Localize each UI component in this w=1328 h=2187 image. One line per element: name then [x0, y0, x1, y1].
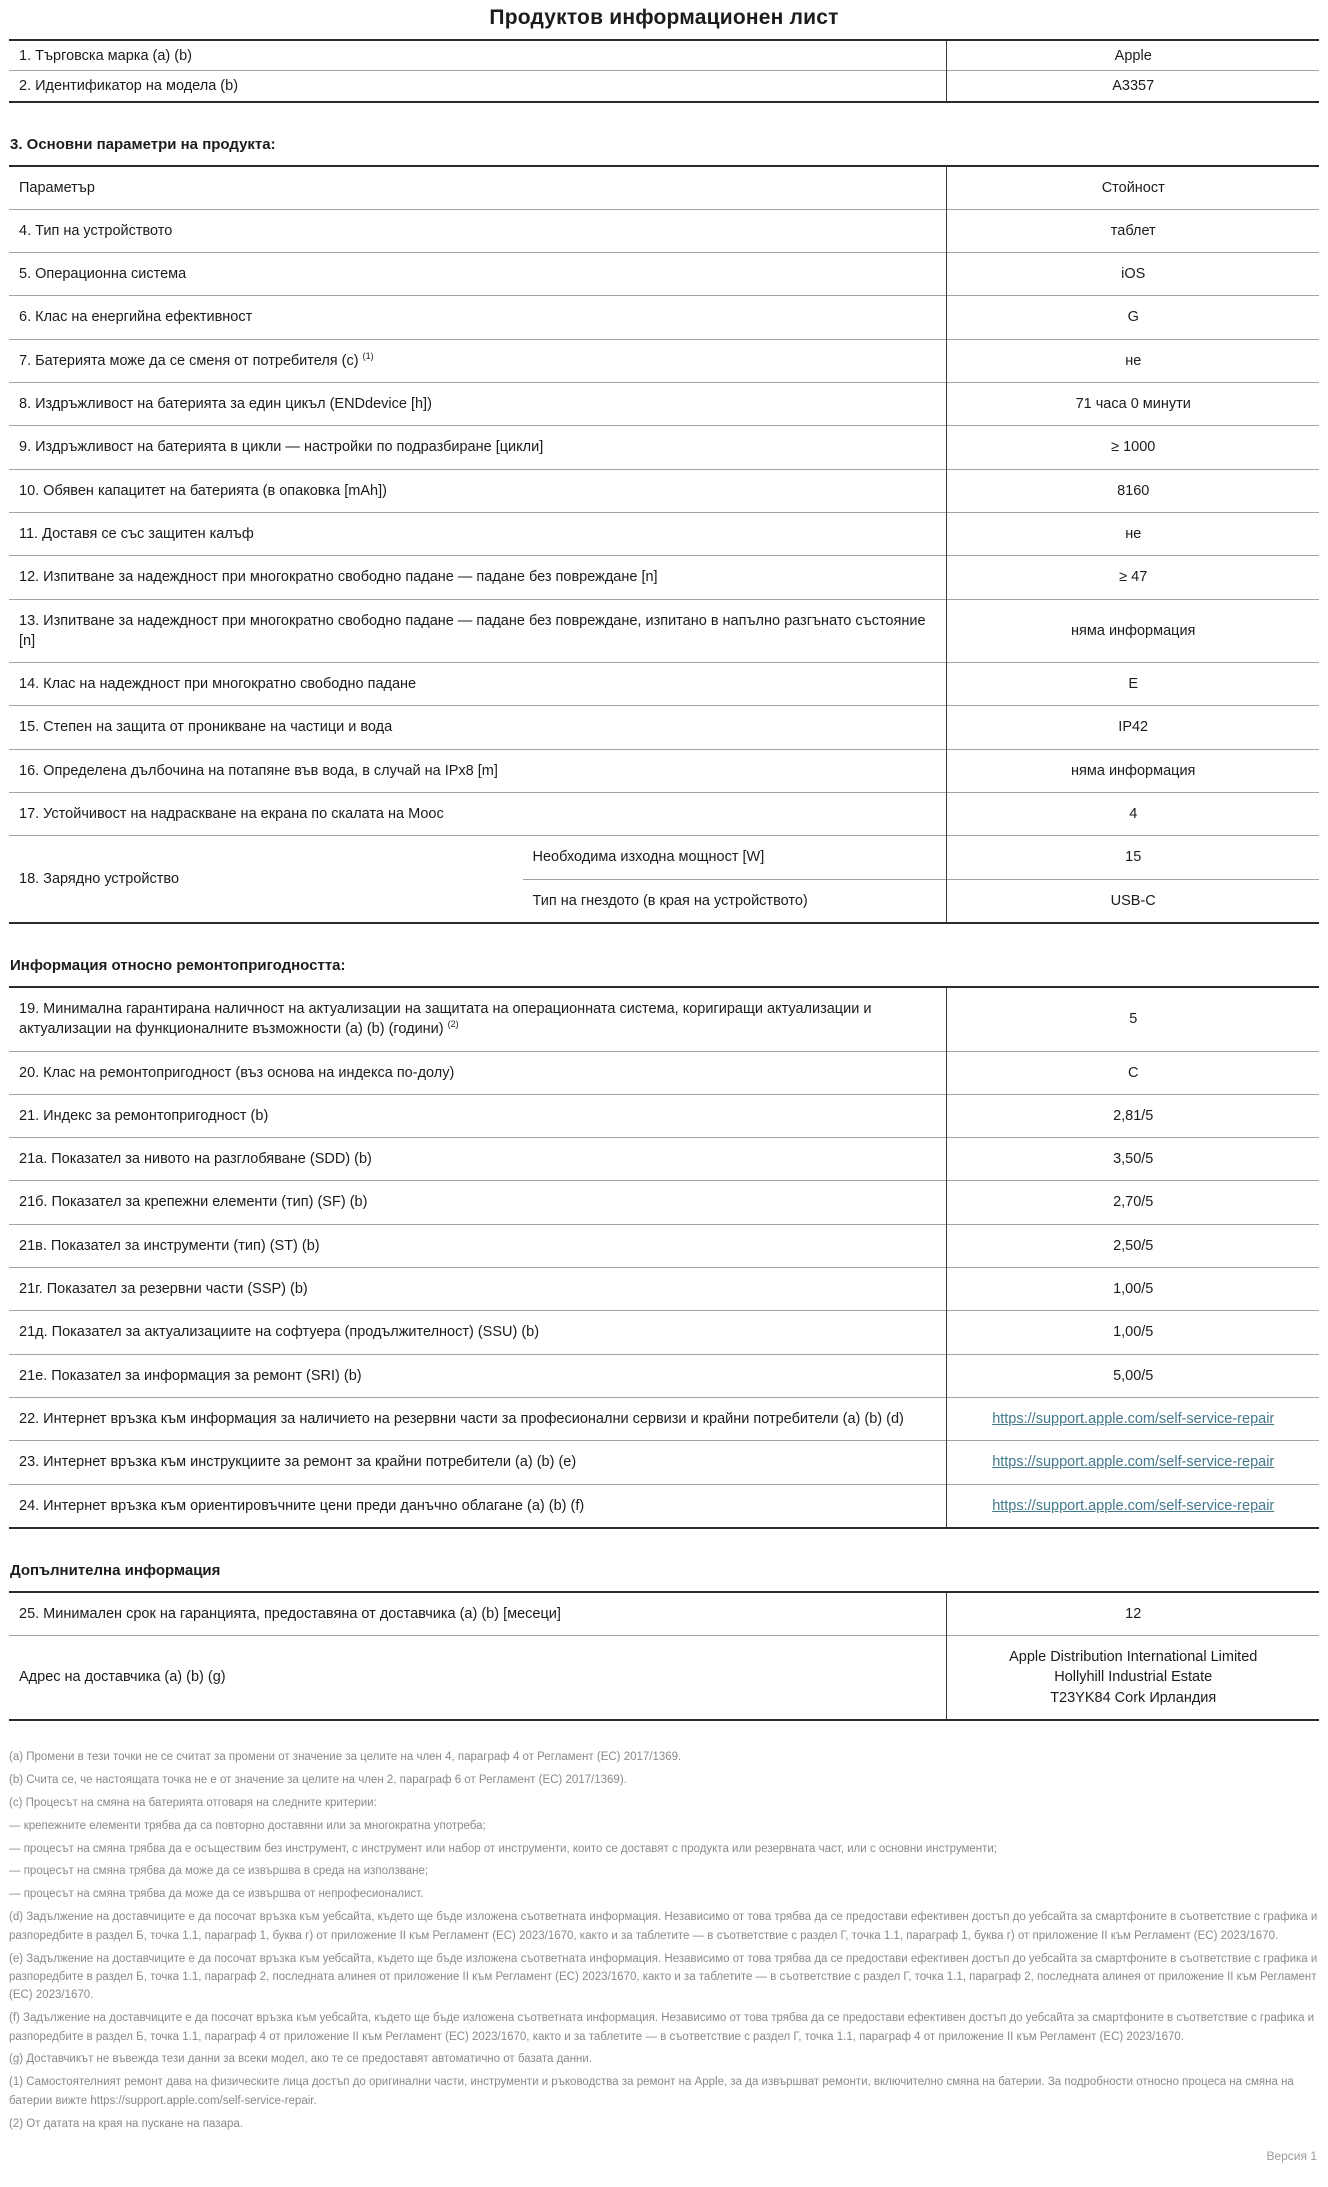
footnote: (c) Процесът на смяна на батерията отговаря на следните критерии:: [9, 1796, 377, 1809]
footnote: (d) Задължение на доставчиците е да посочат връзка към уебсайта, където ще бъде изложена съответната информация. Независимо от това трябва да се предостави ефективен достъп до уебсайта за смартфоните в съответствие с графика и разпоредбите в раздел Б, точка 1.1, параграф 1, буква г) от приложение II към Регламент (ЕС) 2023/1670, както и за таблетите — в съответствие с раздел Г, точка 1.1, параграф 1, буква г) от приложение II към Регламент (ЕС) 2023/1670.: [9, 1911, 1318, 1942]
charger-subparam-cell: Тип на гнездото (в края на устройството): [523, 879, 947, 923]
param-cell: 8. Издръжливост на батерията за един цикъл (ENDdevice [h]): [9, 383, 947, 426]
footnote: (b) Счита се, че настоящата точка не е от значение за целите на член 2, параграф 6 от Регламент (ЕС) 2017/1369).: [9, 1773, 627, 1786]
table-row: [9, 383, 1319, 426]
table-row: [9, 1484, 1319, 1528]
value-cell: Apple: [947, 40, 1319, 71]
value-cell: [947, 1441, 1319, 1484]
table-row: [9, 209, 1319, 252]
table-row: [9, 663, 1319, 706]
param-cell: 7. Батерията може да се сменя от потребителя (c) $^{(1)}$: [9, 339, 947, 382]
value-cell: 5: [947, 987, 1319, 1051]
value-cell: 3,50/5: [947, 1138, 1319, 1181]
address-line: T23YK84 Cork Ирландия: [1050, 1689, 1217, 1706]
value-cell: не: [947, 339, 1319, 382]
param-cell: 12. Изпитване за надеждност при многократно свободно падане — падане без повреждане [n]: [9, 556, 947, 599]
supplier-address-row: [9, 1636, 1319, 1720]
param-cell: 24. Интернет връзка към ориентировъчните цени преди данъчно облагане (a) (b) (f): [9, 1484, 947, 1528]
table-row: [9, 253, 1319, 296]
table-row: [9, 706, 1319, 749]
param-cell: 22. Интернет връзка към информация за наличието на резервни части за професионални сервизи и крайни потребители (a) (b) (d): [9, 1397, 947, 1440]
table-row: [9, 512, 1319, 555]
param-cell: 11. Доставя се със защитен калъф: [9, 512, 947, 555]
footnote: (f) Задължение на доставчиците е да посочат връзка към уебсайта, където ще бъде изложена съответната информация. Независимо от това трябва да се предостави ефективен достъп до уебсайта за смартфоните в съответствие с графика и разпоредбите в раздел Б, точка 1.1, параграф 4 от приложение II към Регламент (ЕС) 2023/1670, както и за таблетите — в съответствие с раздел Г, точка 1.1, параграф 4 от приложение II към Регламент (ЕС) 2023/1670.: [9, 2012, 1315, 2043]
param-cell: 21а. Показател за нивото на разглобяване (SDD) (b): [9, 1138, 947, 1181]
param-cell: 5. Операционна система: [9, 253, 947, 296]
param-cell: 19. Минимална гарантирана наличност на актуализации на защитата на операционната система, коригиращи актуализации и актуализации на функционалните възможности (a) (b) (години) $^{(2)}$: [19, 1000, 872, 1038]
charger-row: [9, 836, 1319, 879]
table-row: [9, 71, 1319, 102]
table-row: [9, 1311, 1319, 1354]
param-cell: 4. Тип на устройството: [9, 209, 947, 252]
footnote: — процесът на смяна трябва да може да се извършва от непрофесионалист.: [9, 1888, 424, 1901]
value-cell: таблет: [947, 209, 1319, 252]
param-cell: Параметър: [19, 179, 95, 196]
param-cell: 2. Идентификатор на модела (b): [9, 71, 947, 102]
value-cell: 71 часа 0 минути: [947, 383, 1319, 426]
value-cell: iOS: [947, 253, 1319, 296]
value-cell: не: [947, 512, 1319, 555]
value-cell: 12: [947, 1592, 1319, 1636]
value-cell: [947, 1397, 1319, 1440]
footnote: (e) Задължение на доставчиците е да посочат връзка към уебсайта, където ще бъде изложена съответната информация. Независимо от това трябва да се предостави ефективен достъп до уебсайта за смартфоните в съответствие с графика и разпоредбите в раздел Б, точка 1.1, параграф 2, последната алинея от приложение II към Регламент (ЕС) 2023/1670, както и за таблетите — в съответствие с раздел Г, точка 1.1, параграф 2, последната алинея от приложение II към Регламент (ЕС) 2023/1670.: [9, 1952, 1318, 2002]
table-row: [9, 793, 1319, 836]
table-row: [9, 556, 1319, 599]
param-cell: 20. Клас на ремонтопригодност (въз основа на индекса по-долу): [9, 1051, 947, 1094]
table-row: [9, 1397, 1319, 1440]
param-cell: 14. Клас на надеждност при многократно свободно падане: [9, 663, 947, 706]
address-line: Apple Distribution International Limited: [1009, 1649, 1258, 1666]
footnote: (1) Самостоятелният ремонт дава на физическите лица достъп до оригинални части, инструменти и ръководства за ремонт на Apple, за да извършват ремонти, включително смяна на батерии. За подробности относно процеса на смяна на батерии вижте https://support.apple.com/self-service-repair.: [9, 2076, 1294, 2107]
param-cell: 1. Търговска марка (a) (b): [19, 47, 193, 64]
table-row: [9, 1138, 1319, 1181]
value-cell: 2,70/5: [947, 1181, 1319, 1224]
main-params-heading: 3. Основни параметри на продукта:: [10, 135, 276, 153]
value-link[interactable]: https://support.apple.com/self-service-repair: [992, 1410, 1275, 1427]
param-cell: 21б. Показател за крепежни елементи (тип) (SF) (b): [9, 1181, 947, 1224]
table-row: [9, 599, 1319, 663]
value-cell: 5,00/5: [947, 1354, 1319, 1397]
value-link[interactable]: https://support.apple.com/self-service-repair: [992, 1497, 1275, 1514]
param-cell: 21е. Показател за информация за ремонт (SRI) (b): [9, 1354, 947, 1397]
table-row: [9, 987, 1319, 1051]
value-cell: Стойност: [947, 166, 1319, 210]
table-row: [9, 1268, 1319, 1311]
table-row: [9, 40, 1319, 71]
value-cell: 15: [947, 836, 1319, 879]
param-cell: 16. Определена дълбочина на потапяне във вода, в случай на IPx8 [m]: [9, 749, 947, 792]
value-cell: E: [947, 663, 1319, 706]
param-cell: 13. Изпитване за надеждност при многократно свободно падане — падане без повреждане, изпитано в напълно разгънато състояние [n]: [9, 599, 947, 663]
repairability-table-body: [9, 987, 1319, 1528]
footnotes: [9, 1748, 1319, 2133]
param-cell: 18. Зарядно устройство: [9, 836, 523, 923]
param-cell: 25. Минимален срок на гаранцията, предоставяна от доставчика (a) (b) [месеци]: [19, 1605, 561, 1622]
page-title: Продуктов информационен лист: [489, 6, 839, 29]
table-row: [9, 469, 1319, 512]
footnote-ref: (2): [447, 1019, 459, 1030]
main-params-table: [9, 165, 1319, 924]
param-cell: 21в. Показател за инструменти (тип) (ST) (b): [9, 1224, 947, 1267]
param-cell: 10. Обявен капацитет на батерията (в опаковка [mAh]): [9, 469, 947, 512]
param-cell: 23. Интернет връзка към инструкциите за ремонт за крайни потребители (a) (b) (e): [9, 1441, 947, 1484]
footnote: (g) Доставчикът не въвежда тези данни за всеки модел, ако те се предоставят автоматично от базата данни.: [9, 2053, 593, 2066]
value-cell: няма информация: [947, 599, 1319, 663]
value-cell: 4: [947, 793, 1319, 836]
footnote: (a) Промени в тези точки не се считат за промени от значение за целите на член 4, параграф 4 от Регламент (ЕС) 2017/1369.: [9, 1750, 682, 1763]
param-cell: 9. Издръжливост на батерията в цикли — настройки по подразбиране [цикли]: [9, 426, 947, 469]
param-cell: 15. Степен на защита от проникване на частици и вода: [9, 706, 947, 749]
address-line: Hollyhill Industrial Estate: [1054, 1669, 1213, 1686]
value-cell: 1,00/5: [947, 1268, 1319, 1311]
table-row: [9, 1094, 1319, 1137]
param-cell: 6. Клас на енергийна ефективност: [9, 296, 947, 339]
value-cell: [947, 1484, 1319, 1528]
table-row: [9, 1051, 1319, 1094]
value-cell: A3357: [947, 71, 1319, 102]
table-row: [9, 1224, 1319, 1267]
param-cell: 21. Индекс за ремонтопригодност (b): [9, 1094, 947, 1137]
table-row: [9, 749, 1319, 792]
supplier-address-cell: [947, 1636, 1319, 1720]
table-row: [9, 1181, 1319, 1224]
footnote: — процесът на смяна трябва да може да се извършва в среда на използване;: [9, 1865, 429, 1878]
value-cell: C: [947, 1051, 1319, 1094]
value-cell: ≥ 47: [947, 556, 1319, 599]
version-label: Версия 1: [1266, 2149, 1317, 2164]
value-cell: ≥ 1000: [947, 426, 1319, 469]
repairability-heading: Информация относно ремонтопригодността:: [10, 956, 346, 974]
repairability-table: [9, 986, 1319, 1529]
param-cell: 21д. Показател за актуализациите на софтуера (продължителност) (SSU) (b): [9, 1311, 947, 1354]
additional-info-table: [9, 1591, 1319, 1721]
value-cell: IP42: [947, 706, 1319, 749]
footnote-ref: (1): [362, 350, 374, 361]
table-row: [9, 1354, 1319, 1397]
additional-info-table-body: [9, 1592, 1319, 1720]
value-cell: 2,81/5: [947, 1094, 1319, 1137]
table-row: [9, 339, 1319, 382]
charger-subparam-cell: Необходима изходна мощност [W]: [523, 836, 947, 879]
additional-info-heading: Допълнителна информация: [10, 1561, 221, 1579]
table-row: [9, 1441, 1319, 1484]
value-cell: 1,00/5: [947, 1311, 1319, 1354]
table-row: [9, 296, 1319, 339]
value-cell: G: [947, 296, 1319, 339]
param-cell: 21г. Показател за резервни части (SSP) (b): [9, 1268, 947, 1311]
identification-table-body: [9, 40, 1319, 102]
footnote: — процесът на смяна трябва да е осъществим без инструмент, с инструмент или набор от инструменти, които се доставят с продукта или резервната част, или с основни инструменти;: [9, 1842, 998, 1855]
column-header-row: [9, 166, 1319, 210]
main-params-table-body: [9, 166, 1319, 923]
footnote: (2) От датата на края на пускане на пазара.: [9, 2117, 243, 2130]
value-cell: няма информация: [947, 749, 1319, 792]
table-row: [9, 1592, 1319, 1636]
footnote: — крепежните елементи трябва да са повторно доставяни или за многократна употреба;: [9, 1819, 486, 1832]
value-cell: USB-C: [947, 879, 1319, 923]
identification-table: [9, 39, 1319, 103]
param-cell: Адрес на доставчика (a) (b) (g): [9, 1636, 947, 1720]
value-cell: 8160: [947, 469, 1319, 512]
table-row: [9, 426, 1319, 469]
param-cell: 17. Устойчивост на надраскване на екрана по скалата на Моос: [9, 793, 947, 836]
value-cell: 2,50/5: [947, 1224, 1319, 1267]
value-link[interactable]: https://support.apple.com/self-service-repair: [992, 1454, 1275, 1471]
